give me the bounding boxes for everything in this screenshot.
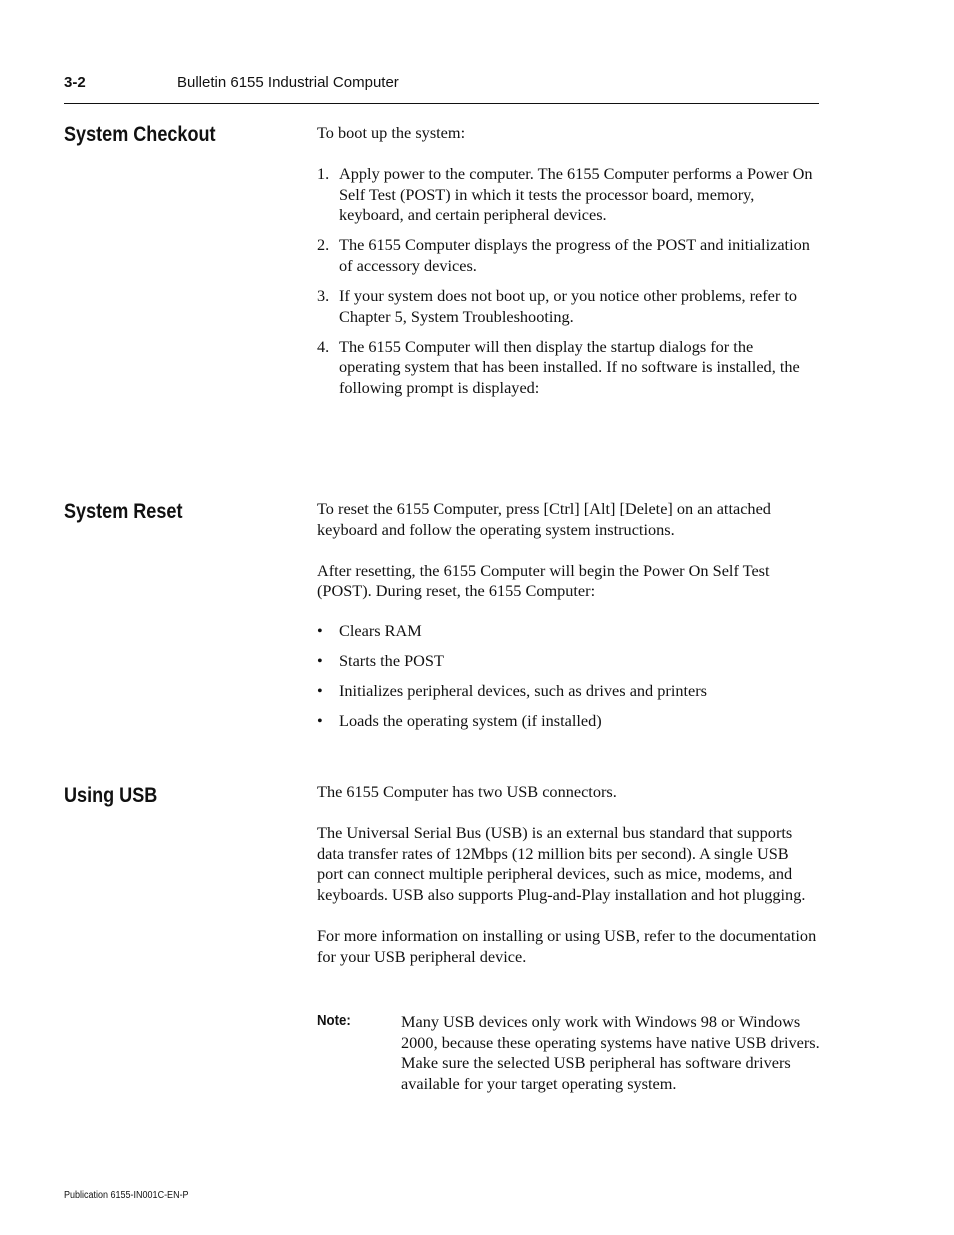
page-number: 3-2 [64,74,86,91]
step-text: The 6155 Computer displays the progress of the POST and initialization of accessory devices. [339,235,810,275]
list-item [317,711,817,732]
using-usb-body [317,782,817,967]
step-number: 1. [317,164,330,184]
bullet-icon: • [317,650,323,670]
reset-paragraph-1: To reset the 6155 Computer, press [Ctrl] [Alt] [Delete] on an attached keyboard and follow the operating system instructions. [317,499,771,539]
running-title: Bulletin 6155 Industrial Computer [177,74,399,91]
list-item [317,164,817,226]
checkout-intro: To boot up the system: [317,123,466,142]
list-item [317,621,817,642]
step-text: Apply power to the computer. The 6155 Computer performs a Power On Self Test (POST) in which it tests the processor board, memory, keyboard, and certain peripheral devices. [339,164,813,225]
bullet-icon: • [317,710,323,730]
reset-paragraph-2: After resetting, the 6155 Computer will begin the Power On Self Test (POST). During reset, the 6155 Computer: [317,560,770,601]
bullet-text: Loads the operating system (if installed) [339,710,602,730]
note-label: Note: [317,1012,351,1029]
bullet-text: Starts the POST [339,650,444,670]
reset-bullet-list [317,621,817,732]
step-number: 2. [317,235,330,255]
checkout-steps-list [317,164,817,398]
running-header [64,74,819,94]
publication-footer: Publication 6155-IN001C-EN-P [64,1190,189,1201]
bullet-icon: • [317,680,323,700]
note-text: Many USB devices only work with Windows 98 or Windows 2000, because these operating systems have native USB drivers. Make sure the selected USB peripheral has software drivers available for your target operating system. [401,1012,820,1093]
section-heading-using-usb: Using USB [64,784,158,807]
usb-paragraph-3: For more information on installing or using USB, refer to the documentation for your USB peripheral device. [317,926,817,966]
usb-paragraph-2: The Universal Serial Bus (USB) is an external bus standard that supports data transfer rates of 12Mbps (12 million bits per second). A single USB port can connect multiple peripheral devices, such as mice, modems, and keyboards. USB also supports Plug-and-Play installation and hot plugging. [317,823,806,904]
section-heading-system-checkout: System Checkout [64,123,216,146]
section-heading-system-reset: System Reset [64,500,183,523]
system-checkout-body [317,123,817,408]
bullet-icon: • [317,620,323,640]
system-reset-body [317,499,817,741]
step-number: 4. [317,336,330,356]
usb-paragraph-1: The 6155 Computer has two USB connectors. [317,782,617,801]
bullet-text: Clears RAM [339,620,422,640]
list-item [317,681,817,702]
bullet-text: Initializes peripheral devices, such as drives and printers [339,680,708,700]
list-item [317,651,817,672]
step-text: If your system does not boot up, or you notice other problems, refer to Chapter 5, System Troubleshooting. [339,285,798,326]
step-text: The 6155 Computer will then display the startup dialogs for the operating system that has been installed. If no software is installed, the following prompt is displayed: [339,336,800,397]
header-rule [64,103,819,104]
list-item [317,286,817,327]
list-item [317,235,817,276]
step-number: 3. [317,285,330,305]
list-item [317,337,817,399]
